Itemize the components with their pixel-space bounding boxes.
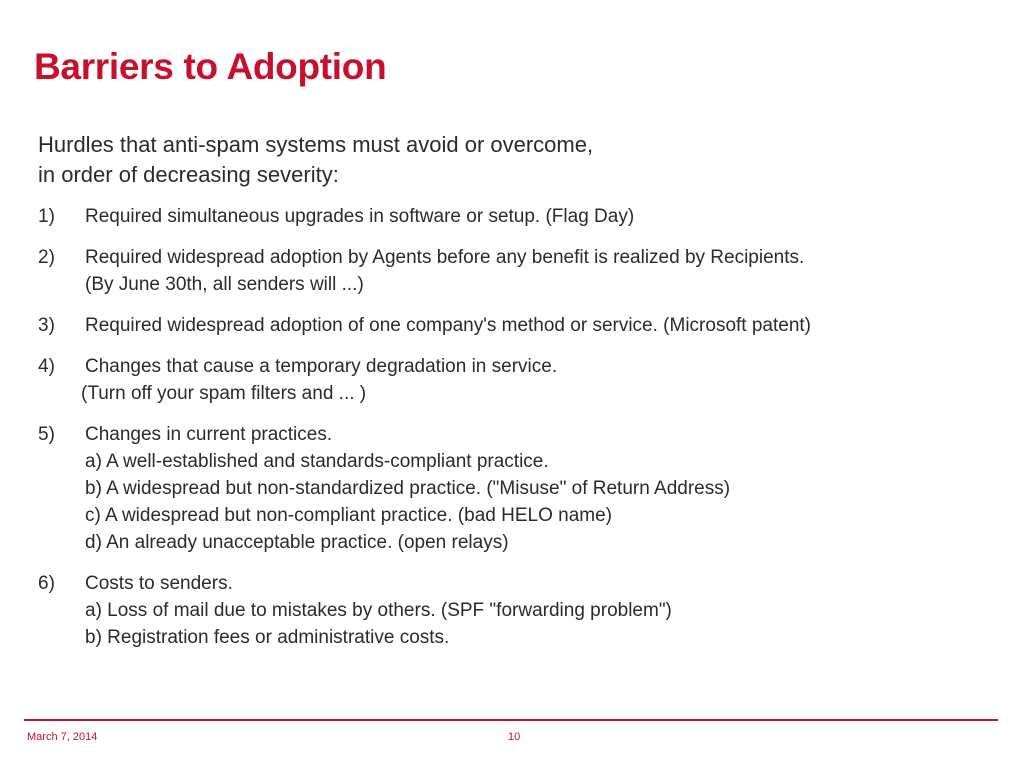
intro-line: Hurdles that anti-spam systems must avoid or overcome, — [38, 132, 594, 157]
list-item-number: 6) — [38, 573, 55, 594]
list-item-text: b) A widespread but non-standardized practice. ("Misuse" of Return Address) — [85, 478, 731, 499]
intro-line: in order of decreasing severity: — [38, 162, 339, 187]
list-item-number: 1) — [38, 206, 55, 227]
page-number: 10 — [508, 731, 521, 743]
list-item-number: 2) — [38, 247, 55, 268]
list-item-text: Changes that cause a temporary degradation in service. — [85, 356, 558, 377]
list-item-text: Required widespread adoption of one company's method or service. (Microsoft patent) — [85, 315, 812, 336]
list-item-text: b) Registration fees or administrative costs. — [85, 627, 450, 648]
list-item-text: Required simultaneous upgrades in software or setup. (Flag Day) — [85, 206, 635, 227]
list-item — [38, 353, 998, 407]
list-item-text: a) Loss of mail due to mistakes by others. (SPF "forwarding problem") — [85, 600, 672, 621]
list-item — [38, 244, 998, 298]
list-item — [38, 570, 998, 651]
list-item — [38, 421, 998, 556]
list-item-text: Costs to senders. — [85, 573, 233, 594]
footer-divider — [24, 719, 998, 721]
list-item-text: Required widespread adoption by Agents before any benefit is realized by Recipients. — [85, 247, 805, 268]
barrier-list — [38, 203, 998, 665]
list-item-text: Changes in current practices. — [85, 424, 333, 445]
list-item-text: (Turn off your spam filters and ... ) — [81, 383, 367, 404]
list-item-number: 4) — [38, 356, 55, 377]
footer-date: March 7, 2014 — [27, 731, 98, 743]
list-item-number: 3) — [38, 315, 55, 336]
intro-text — [38, 130, 978, 190]
list-item-text: d) An already unacceptable practice. (open relays) — [85, 532, 509, 553]
list-item — [38, 203, 998, 230]
list-item-number: 5) — [38, 424, 55, 445]
list-item-text: a) A well-established and standards-compliant practice. — [85, 451, 549, 472]
list-item-text: (By June 30th, all senders will ...) — [85, 274, 364, 295]
slide-title: Barriers to Adoption — [34, 46, 387, 87]
list-item — [38, 312, 998, 339]
list-item-text: c) A widespread but non-compliant practice. (bad HELO name) — [85, 505, 612, 526]
